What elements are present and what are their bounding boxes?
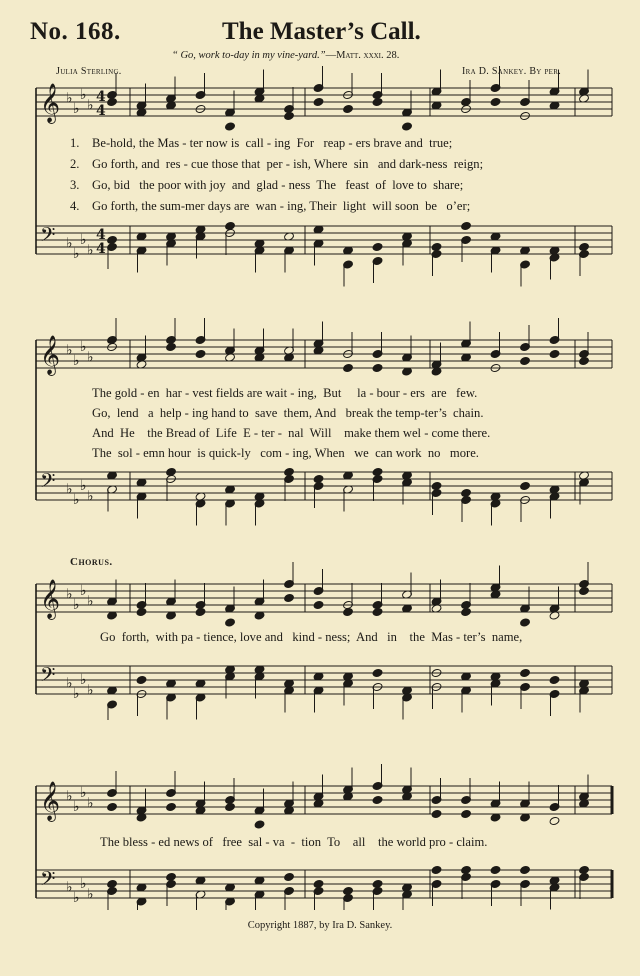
scripture-reference: —Matt. xxxi. 28. [325,50,400,61]
bass-clef-icon: 𝄢 [40,469,56,497]
flat-icon: ♭ [66,675,73,692]
verse-number: 2. [70,157,80,171]
flat-icon: ♭ [87,97,94,114]
note-head [107,802,118,811]
note-head [166,802,177,811]
note-head [431,865,442,874]
flat-icon: ♭ [87,795,94,812]
flat-icon: ♭ [66,235,73,252]
flat-icon: ♭ [73,686,80,702]
flat-icon: ♭ [73,492,80,508]
note-head [490,865,501,874]
flat-icon: ♭ [66,481,73,498]
lyric-text: Go forth, with pa - tience, love and kind - ness; And in the Mas - ter’s name, [100,630,523,644]
time-signature-bottom: 4 [96,241,106,257]
verse-number: 1. [70,136,80,150]
lyric-text: And He the Bread of Life E - ter - nal Will make them wel - come there. [92,426,491,440]
flat-icon: ♭ [73,799,80,815]
note-head [431,809,442,818]
flat-icon: ♭ [80,87,87,103]
scripture-text: “ Go, work to-day in my vine-yard.” [172,50,326,61]
flat-icon: ♭ [87,593,94,610]
lyric-text: The gold - en har - vest fields are wait - ing, But la - bour - ers are few. [92,386,478,400]
lyric-text: Go, lend a help - ing hand to save them, And break the temp-ter’s chain. [92,406,484,420]
flat-icon: ♭ [66,879,73,896]
flat-icon: ♭ [73,353,80,369]
bass-clef-icon: 𝄢 [40,663,56,691]
flat-icon: ♭ [73,597,80,613]
note-head [520,865,531,874]
note-head [225,802,236,811]
time-signature-top: 4 [96,227,106,243]
lyric-text: Go, bid the poor with joy and glad - ness The feast of love to share; [92,178,464,192]
flat-icon: ♭ [66,342,73,359]
flat-icon: ♭ [66,788,73,805]
flat-icon: ♭ [80,672,87,688]
treble-clef-icon: 𝄞 [40,781,61,821]
lyric-text: Be-hold, the Mas - ter now is call - ing For reap - ers brave and true; [92,136,453,150]
note-head [254,820,265,829]
note-head [549,816,560,825]
flat-icon: ♭ [73,246,80,262]
flat-icon: ♭ [66,586,73,603]
treble-clef-icon: 𝄞 [40,83,61,123]
note-head [372,795,383,804]
flat-icon: ♭ [66,90,73,107]
flat-icon: ♭ [73,101,80,117]
note-head [461,809,472,818]
flat-icon: ♭ [87,682,94,699]
lyric-text: The bless - ed news of free sal - va - tion To all the world pro - claim. [100,835,488,849]
lyric-text: The sol - emn hour is quick-ly com - ing, When we can work no more. [92,446,479,460]
chorus-label: Chorus. [70,556,113,568]
time-signature-bottom: 4 [96,103,106,119]
flat-icon: ♭ [87,242,94,259]
composer-credit: Ira D. Sankey. By per. [462,66,561,77]
treble-clef-icon: 𝄞 [40,335,61,375]
flat-icon: ♭ [80,339,87,355]
flat-icon: ♭ [87,349,94,366]
hymn-number: No. 168. [30,18,121,45]
time-signature-top: 4 [96,89,106,105]
note-head [284,872,295,881]
author-credit: Julia Sterling. [56,66,122,77]
flat-icon: ♭ [87,488,94,505]
verse-number: 3. [70,178,80,192]
copyright-notice: Copyright 1887, by Ira D. Sankey. [247,920,393,931]
flat-icon: ♭ [80,478,87,494]
flat-icon: ♭ [87,886,94,903]
verse-number: 4. [70,199,80,213]
hymn-title: The Master’s Call. [222,18,421,45]
treble-clef-icon: 𝄞 [40,579,61,619]
chorus-line [100,835,640,850]
flat-icon: ♭ [80,876,87,892]
bass-clef-icon: 𝄢 [40,867,56,895]
lyric-text: Go forth, the sum-mer days are wan - ing, Their light will soon be o’er; [92,199,471,213]
bass-clef-icon: 𝄢 [40,223,56,251]
flat-icon: ♭ [80,583,87,599]
flat-icon: ♭ [80,232,87,248]
flat-icon: ♭ [80,785,87,801]
flat-icon: ♭ [73,890,80,906]
lyric-text: Go forth, and res - cue those that per - ish, Where sin and dark-ness reign; [92,157,484,171]
